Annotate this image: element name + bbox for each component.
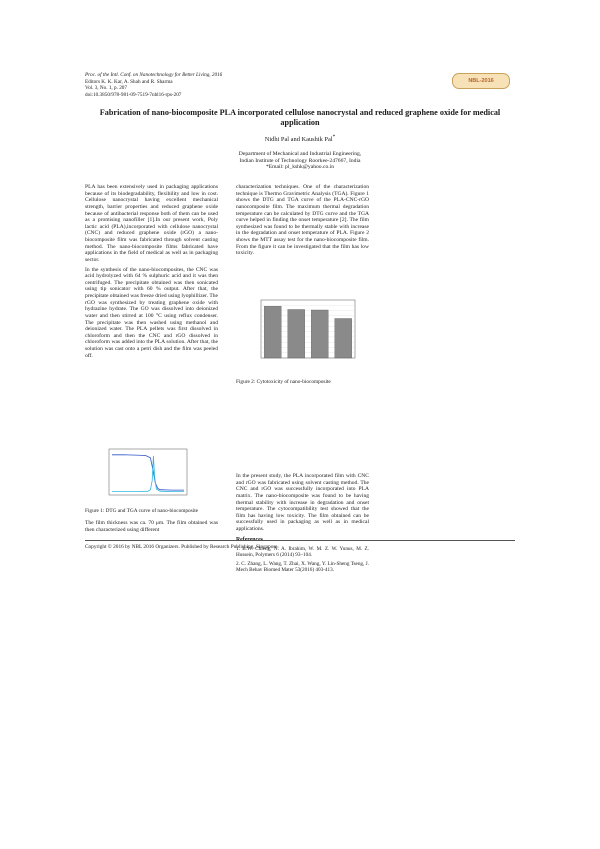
fig2-bar-1 [264, 306, 281, 358]
author-mark: * [332, 134, 336, 140]
department: Department of Mechanical and Industrial Engineering, [238, 151, 362, 157]
fig2-bar-3 [311, 310, 328, 358]
intro-paragraph: PLA has been extensively used in packaging applications because of its biodegradability, flexibility and low in cost. Cellulose nanocrystal having excellent mechanical strength, barrier properties and reduced graphene oxide because of antibacterial response both of them can be used as a promising nanofiller [1].In our present work, Poly lactic acid (PLA),incorporated with cellulose nanocrystal (CNC) and reduced graphene oxide (rGO) a nano-biocomposite film was fabricated through solvent casting method. The nano-biocomposite films fabricated have applications in the field of medical as well as in packaging sector. [85, 184, 218, 263]
characterization-paragraph: characterization techniques. One of the characterization technique is Thermo Gravimetric Analysis (TGA). Figure 1 shows the DTG and TGA curve of the PLA-CNC-rGO nanocomposite film. The maximum thermal degradation temperature can be calculated by DTG curve and the TGA curve helped in finding the onset temperature [2]. The film synthesized was found to be thermally stable with increase in the degradation and onset temperature of PLA. Figure 2 shows the MTT assay test for the nano-biocomposite film. From the figure it can be investigated that the film has low toxicity. [236, 184, 369, 257]
authors [85, 134, 515, 143]
conference-logo: NBL-2016 [452, 73, 510, 89]
figure-2-chart [251, 298, 358, 374]
fig2-bar-2 [288, 310, 305, 359]
right-column-top [236, 184, 369, 260]
proceedings-line: Proc. of the Intl. Conf. on Nanotechnology for Better Living, 2016 [85, 72, 223, 78]
paper-title: Fabrication of nano-biocomposite PLA incorporated cellulose nanocrystal and reduced graphene oxide for medical application [99, 108, 501, 127]
fig2-bar-4 [335, 319, 352, 359]
affiliation [85, 151, 515, 171]
fig1-frame [109, 449, 187, 495]
synthesis-paragraph: In the synthesis of the nano-biocomposites, the CNC was acid hydrolyzed with 64 % sulphuric acid and it was then centrifuged. The precipitate obtained was then sonicated using tip sonicator with 60 % output. After that, the precipitate obtained was freeze dried using lyophillizer. The rGO was synthesized by treating graphene oxide with hydrazine hydrate. The GO was dissolved into deionized water and then stirred at 100 °C using reflux condenser. The precipitate was then washed using methanol and deionized water. The PLA pellets was first dissolved in chloroform and then the CNC and rGO dissolved in chloroform was added into the PLA solution. After that, the solution was cast onto a petri dish and the film was peeled off. [85, 266, 218, 359]
institute: Indian Institute of Technology Roorkee-247667, India [239, 157, 361, 164]
reference-2: 2. C. Zhang, L. Wang, T. Zhai, X. Wang, Y. Lin-Sheng Tseng, J. Mech Behav Biomed Mater 53(2016) 403-413. [236, 560, 369, 573]
thickness-paragraph: The film thickness was ca. 70 μm. The film obtained was then characterized using different [85, 520, 218, 533]
header-block [85, 72, 385, 98]
left-column [85, 184, 218, 362]
conclusion-paragraph: In the present study, the PLA incorporated film with CNC and rGO was fabricated using solvent casting method. The CNC and rGO was successfully incorporated into PLA matrix. The nano-biocomposite was found to be having thermal stability with increase in degradation and onset temperature. The cytocompatibility test showed that the film has having low toxicity. The film obtained can be successfully used in packaging as well as in medical applications. [236, 473, 369, 532]
author-names: Nidhi Pal and Kaushik Pal [264, 136, 333, 144]
references-heading: References [236, 536, 263, 543]
copyright-footer: Copyright © 2016 by NBL 2016 Organizers. Published by Research Publishing, Singapore. [85, 544, 279, 550]
figure-2-caption: Figure 2: Cytotoxicity of nano-biocomposite [236, 379, 331, 385]
volume-line: Vol. 3, No. 1, p. 207 [85, 85, 127, 92]
footer-rule [85, 540, 515, 541]
references-list [236, 546, 369, 573]
figure-1-caption: Figure 1: DTG and TGA curve of nano-biocomposite [85, 508, 199, 514]
reference-1: 1. B.W. Chieng, N. A. Ibrahim, W. M. Z. W. Yunus, M. Z. Hussein, Polymers 6 (2014) 93–104. [236, 546, 369, 559]
right-column-bottom [236, 473, 369, 575]
editors-line: Editors K. K. Kar, A. Shah and R. Sharma [85, 78, 173, 85]
doi-line: doi:10.3850/978-981-09-7519-7nbl16-rps-207 [85, 91, 182, 98]
email: *Email: pl_kshk@yahoo.co.in [265, 164, 335, 171]
figure-1-chart [103, 447, 191, 500]
